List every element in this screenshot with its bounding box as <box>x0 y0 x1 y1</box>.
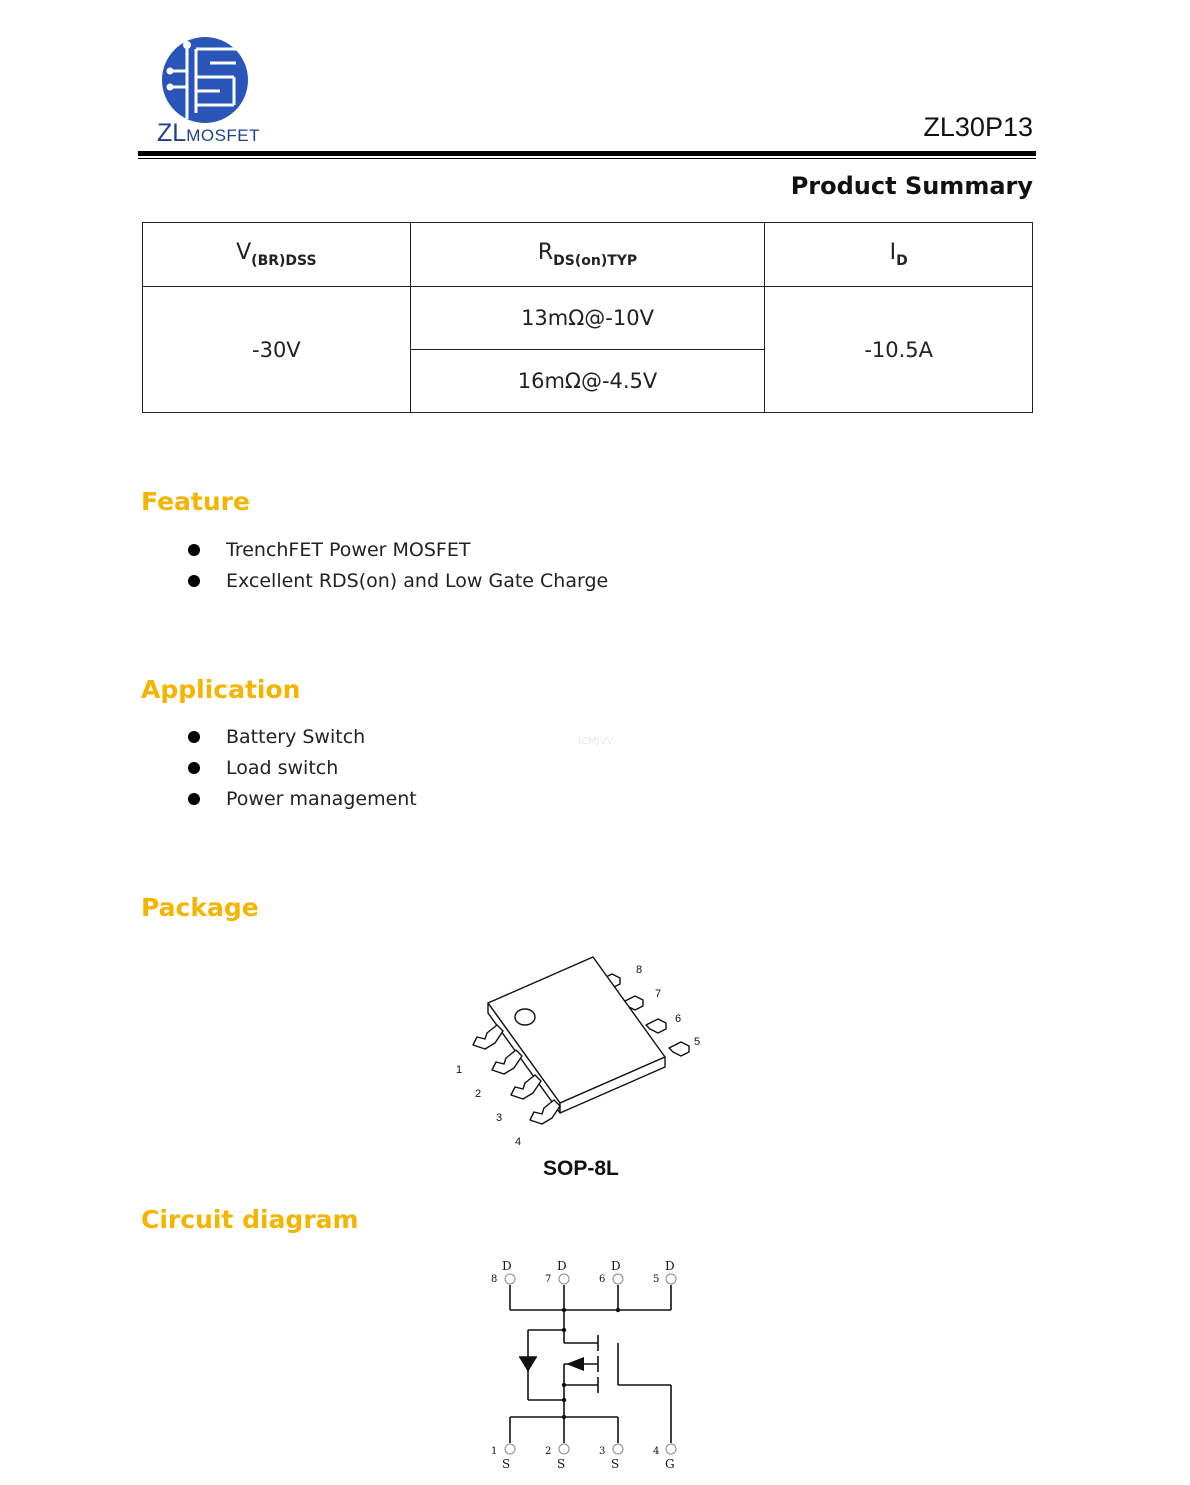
header-id: $I_D$ <box>765 223 1033 287</box>
pin-label: 3 <box>496 1112 503 1124</box>
pin-label: 4 <box>515 1136 522 1148</box>
pin-name: D <box>665 1259 675 1273</box>
table-header-row <box>143 223 1033 287</box>
pin-number: 5 <box>653 1274 660 1285</box>
sop8-package-illustration <box>445 945 735 1150</box>
pin-label: 7 <box>655 988 662 1000</box>
pin-name: S <box>611 1457 620 1471</box>
header-rule-thin <box>138 158 1036 159</box>
pin-name: D <box>557 1259 567 1273</box>
pin-number: 7 <box>545 1274 552 1285</box>
product-summary-table <box>142 222 1033 413</box>
pin-label: 5 <box>694 1036 701 1048</box>
pin-name: D <box>502 1259 512 1273</box>
pin-number: 3 <box>599 1446 606 1457</box>
header-rdson: $R_{DS(on)TYP}$ <box>410 223 765 287</box>
pin-number: 4 <box>653 1446 660 1457</box>
application-title: Application <box>141 675 301 704</box>
watermark: ICMJVV <box>578 736 614 747</box>
pin-number: 1 <box>491 1446 498 1457</box>
header-vbrdss: $V_{(BR)DSS}$ <box>143 223 411 287</box>
part-number: ZL30P13 <box>923 112 1033 142</box>
package-title: Package <box>141 893 259 922</box>
rdson-value-4v5: 16mΩ@-4.5V <box>410 350 765 413</box>
feature-list <box>186 535 608 597</box>
pin-name: S <box>502 1457 511 1471</box>
list-item: Power management <box>186 784 417 815</box>
pin-name: G <box>665 1457 675 1471</box>
rdson-value-10v: 13mΩ@-10V <box>410 287 765 350</box>
logo-text-big: ZL <box>157 119 187 147</box>
pin-name: S <box>557 1457 566 1471</box>
pin-label: 6 <box>675 1013 682 1025</box>
pin-label: 1 <box>456 1064 463 1076</box>
product-summary-title: Product Summary <box>790 172 1033 200</box>
zlmosfet-logo-icon <box>160 35 250 125</box>
logo-text <box>157 119 260 148</box>
logo-text-small: MOSFET <box>186 126 261 145</box>
feature-title: Feature <box>141 487 250 516</box>
id-value: -10.5A <box>765 287 1033 413</box>
pin-number: 8 <box>491 1274 498 1285</box>
pin-label: 2 <box>475 1088 482 1100</box>
header-rule-thick <box>138 151 1036 156</box>
package-label: SOP-8L <box>543 1157 619 1180</box>
pin-number: 6 <box>599 1274 606 1285</box>
list-item: TrenchFET Power MOSFET <box>186 535 608 566</box>
pin-number: 2 <box>545 1446 552 1457</box>
table-row <box>143 287 1033 350</box>
circuit-title: Circuit diagram <box>141 1205 359 1234</box>
list-item: Excellent RDS(on) and Low Gate Charge <box>186 566 608 597</box>
company-logo <box>155 35 265 150</box>
application-list <box>186 722 417 815</box>
list-item: Battery Switch <box>186 722 417 753</box>
vbrdss-value: -30V <box>143 287 411 413</box>
list-item: Load switch <box>186 753 417 784</box>
pin-name: D <box>611 1259 621 1273</box>
mosfet-circuit-diagram <box>480 1255 695 1475</box>
pin-label: 8 <box>636 964 643 976</box>
